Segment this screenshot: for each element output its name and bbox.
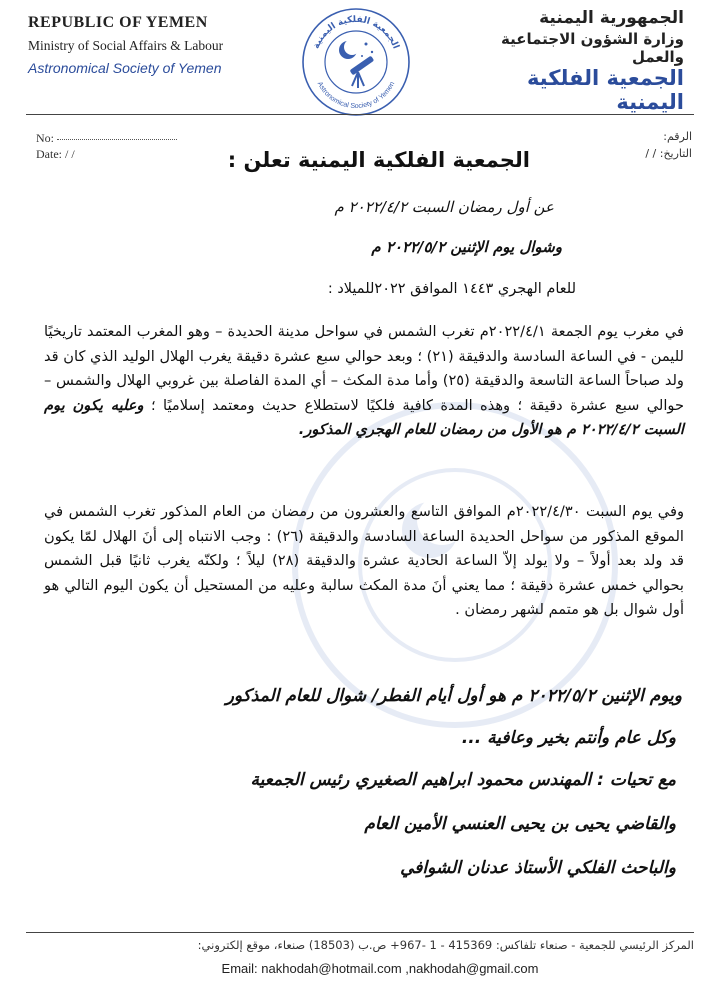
- number-label: No:: [36, 131, 54, 145]
- society-title-ar: الجمعية الفلكية اليمنية: [526, 66, 684, 114]
- date-label-ar: التاريخ: / /: [645, 147, 692, 160]
- ministry-title: Ministry of Social Affairs & Labour: [28, 38, 224, 53]
- reference-fields-ar: [645, 128, 692, 162]
- paragraph-shawwal: [44, 500, 684, 623]
- republic-title: REPUBLIC OF YEMEN: [28, 14, 208, 31]
- year-line: للعام الهجري ١٤٤٣ الموافق ٢٠٢٢للميلاد :: [327, 281, 576, 297]
- ramadan-start-line: عن أول رمضان السبت ٢٠٢٢/٤/٢ م: [334, 198, 554, 216]
- shawwal-start-line: وشوال يوم الإثنين ٢٠٢٢/٥/٢ م: [371, 238, 562, 256]
- announcement-heading: الجمعية الفلكية اليمنية تعلن :: [227, 148, 530, 172]
- letterhead-arabic: [474, 8, 684, 114]
- seal-arabic-text: الجمعية الفلكية اليمنية: [311, 14, 401, 51]
- signature-president: مع تحيات : المهندس محمود ابراهيم الصغيري رئيس الجمعية: [250, 770, 676, 790]
- paragraph-ramadan-text: في مغرب يوم الجمعة ٢٠٢٢/٤/١م تغرب الشمس في سواحل مدينة الحديدة – وهو المغرب المعتمد تاريخيًا لليمن - في الساعة السادسة والدقيقة (٢١) ؛ وبعد حوالي سبع عشرة دقيقة يغرب الهلال الوليد الذي كان قد ولد صباحاً الساعة التاسعة والدقيقة (٢٥) وأما مدة المكث – أي المدة الفاصلة بين غروبي الهلال والشمس – حوالي سبع عشرة دقيقة ؛ وهذه المدة كافية فلكيًا لاستطلاع حديث ومعتمد إسلاميًا ؛: [44, 323, 684, 414]
- ministry-title-ar: وزارة الشؤون الاجتماعية والعمل: [500, 30, 684, 66]
- greeting-line: وكل عام وأنتم بخير وعافية ...: [461, 728, 676, 748]
- letterhead-english: [28, 14, 288, 76]
- republic-title-ar: الجمهورية اليمنية: [539, 8, 684, 28]
- signature-researcher: والباحث الفلكي الأستاذ عدنان الشوافي: [400, 858, 676, 878]
- seal-english-text: Astronomical Society of Yemen: [315, 80, 397, 111]
- paragraph-ramadan: [44, 320, 684, 443]
- reference-fields-en: [36, 130, 177, 162]
- signature-secretary: والقاضي يحيى بن يحيى العنسي الأمين العام: [364, 814, 676, 834]
- footer-email[interactable]: Email: nakhodah@hotmail.com ,nakhodah@gmail.com: [221, 961, 539, 976]
- header-divider: [26, 114, 694, 115]
- paragraph-shawwal-text: وفي يوم السبت ٢٠٢٢/٤/٣٠م الموافق التاسع والعشرون من رمضان من العام المذكور تغرب الشمس في الموقع المذكور من سواحل الحديدة الساعة السادسة والدقيقة (٢٦) : وجب الانتباه إلى أنَ الهلال لمّا يكون قد ولد بعد أولاً – ولا يولد إلاّ الساعة الحادية عشرة والدقيقة (٢٨) ليلاً ؛ ولكنّه يغرب ثانيًا قبل الشمس بحوالي خمس عشرة دقيقة ؛ مما يعني أنَ مدة المكث سالبة وعليه من المستحيل أن يكون اليوم التالي هو أول شوال بل هو متمم لشهر رمضان .: [44, 503, 684, 618]
- society-seal-logo: [300, 6, 412, 118]
- footer-divider: [26, 932, 694, 933]
- fitr-announcement: ويوم الإثنين ٢٠٢٢/٥/٢ م هو أول أيام الفطر/ شوال للعام المذكور: [225, 686, 682, 706]
- society-title: Astronomical Society of Yemen: [28, 60, 222, 76]
- paragraph-ramadan-conclusion: وعليه يكون يوم السبت ٢٠٢٢/٤/٢ م هو الأول من رمضان للعام الهجري المذكور.: [44, 396, 684, 438]
- number-label-ar: الرقم:: [663, 130, 692, 143]
- date-label: Date: / /: [36, 147, 75, 161]
- footer: [26, 938, 694, 976]
- footer-address: المركز الرئيسي للجمعية - صنعاء تلفاكس: 415369 - 1 -967+ ص.ب (18503) صنعاء، موقع إلكتروني:: [197, 938, 694, 952]
